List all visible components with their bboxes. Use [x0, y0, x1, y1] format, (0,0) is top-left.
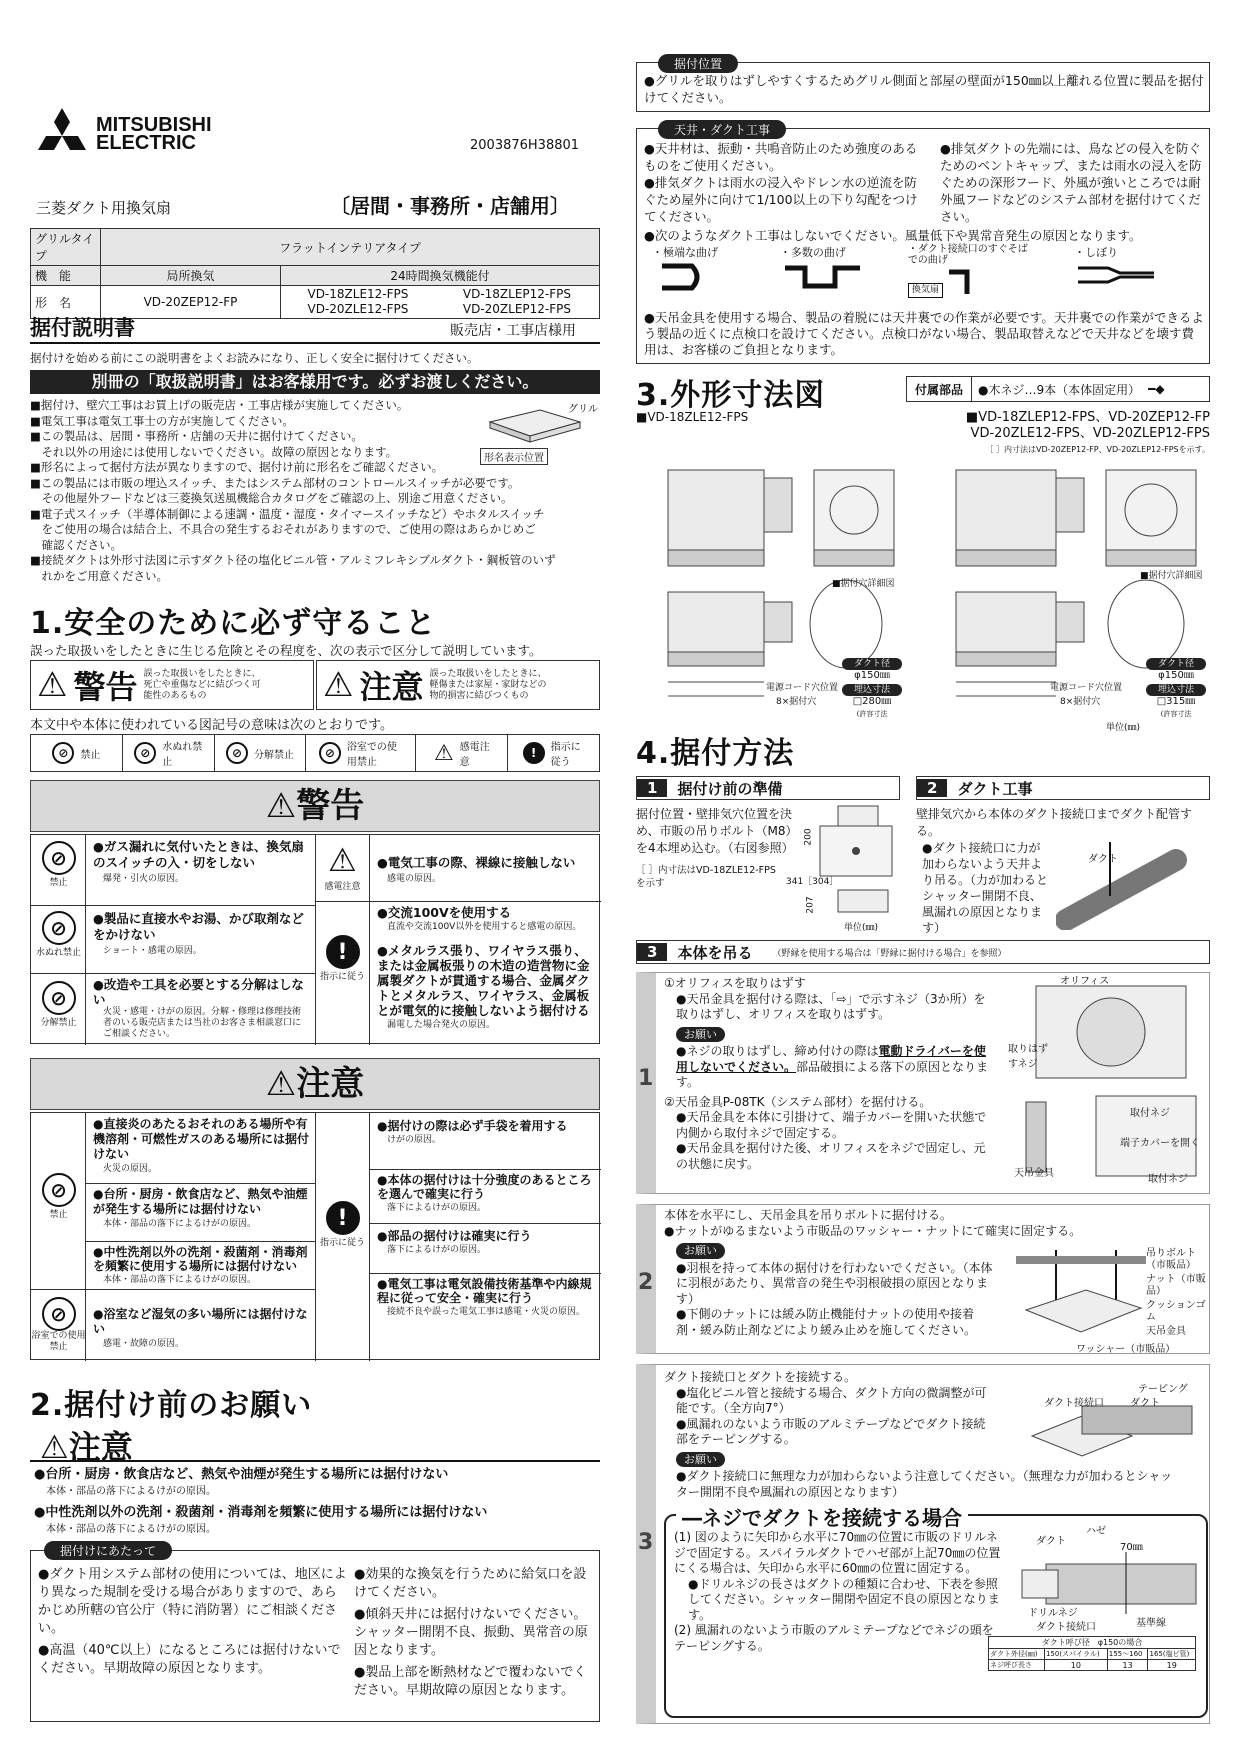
note: ■接続ダクトは外形寸法図に示すダクト径の塩化ビニル管・アルミフレキシブルダクト・鋼板管のいず	[30, 553, 556, 567]
note: ■この製品には市販の埋込スイッチ、またはシステム部材のコントロールスイッチが必要です。	[30, 475, 520, 490]
screw-table-cell: 165(塩ビ管)	[1148, 1649, 1196, 1660]
symbol-legend	[30, 734, 600, 772]
prohibit-icon: ⊘	[42, 1173, 76, 1207]
symbol-note: 本文中や本体に使われている図記号の意味は次のとおりです。	[30, 718, 393, 733]
step3-header	[636, 940, 1210, 964]
section-4-title: 4.据付方法	[636, 736, 795, 771]
duct-label: ダクト	[1088, 854, 1118, 865]
step3-title: 本体を吊る	[677, 943, 753, 962]
caution-sub: けがの原因。	[387, 1135, 442, 1145]
caution-text: ●電気工事は電気設備技術基準や内線規程に従って安全・確実に行う	[377, 1277, 592, 1305]
duct-dia-label: ダクト径	[842, 658, 902, 670]
section-1-title: 1.安全のために必ず守ること	[30, 606, 437, 641]
warning-text: ●ガス漏れに気付いたときは、換気扇のスイッチの入・切をしない	[93, 839, 304, 870]
s1-b-text: ●天吊金具を本体に引掛けて、端子カバーを開いた状態で内側から取付ネジで固定する。	[676, 1110, 987, 1140]
screw-table-cell: 155〜160	[1107, 1649, 1148, 1660]
diagram-label: ドリルネジ	[1028, 1608, 1078, 1619]
onegai-badge: お願い	[676, 1452, 725, 1468]
duct-dia-label: ダクト径	[1146, 658, 1206, 670]
follow-instruction-icon: !	[326, 935, 360, 969]
step1-text: 据付位置・壁排気穴位置を決め、市販の吊りボルト（M8）を4本埋め込む。（右図参照）	[636, 807, 798, 855]
warning-legend	[30, 660, 314, 710]
multiple-bend-icon	[780, 260, 870, 294]
diagram-label: 70㎜	[1120, 1542, 1143, 1553]
screw-title: ―ネジでダクトを接続する場合	[676, 1502, 968, 1531]
caution-sub: 感電・故障の原因。	[103, 1339, 185, 1349]
s3-b: ●風漏れのないよう市販のアルミテープなどでダクト接続部をテーピングする。	[676, 1416, 986, 1446]
caution-text: ●直接炎のあたるおそれのある場所や有機溶剤・可燃性ガスのある場所には据付けない	[93, 1117, 310, 1161]
caution-desc: 誤った取扱いをしたときに、軽傷または家屋・家財などの物的損害に結びつくもの	[429, 668, 547, 701]
diagram-label: オリフィス	[1060, 976, 1110, 987]
caution-sub: 落下によるけがの原因。	[387, 1203, 487, 1213]
orifice-drawing	[1006, 976, 1206, 1190]
no-bathroom-icon: ⊘	[42, 1297, 76, 1331]
s2-note: ●羽根を持って本体の据付けを行わないでください。（本体に羽根があたり、異常音の発生や羽根破損の原因となります）	[676, 1260, 993, 1306]
screw-table-cell: ネジ呼び長さ	[989, 1660, 1045, 1671]
s1-warn: ●ネジの取りはずし、締め付けの際は	[676, 1044, 879, 1058]
diagram-label: 天吊金具	[1014, 1168, 1054, 1179]
electric-shock-icon: ⚠	[433, 740, 454, 766]
extreme-bend-icon	[652, 260, 712, 294]
follow-instruction-icon: !	[523, 742, 545, 764]
warning-desc: 誤った取扱いをしたときに、死亡や重傷などに結びつく可能性のあるもの	[143, 668, 261, 701]
note: それ以外の用途には使用しないでください。故障の原因となります。	[30, 444, 398, 459]
symbol-label: 分解禁止	[254, 749, 295, 761]
opening-sub: (許容寸法	[1160, 710, 1192, 718]
duct-dia-value: φ150㎜	[1158, 670, 1194, 681]
icon-label: 指示に従う	[319, 1238, 365, 1248]
no-disassembly-icon: ⊘	[226, 742, 248, 764]
opening-label: 埋込寸法	[842, 684, 902, 696]
caution-text: ●据付けの際は必ず手袋を着用する	[377, 1119, 568, 1133]
diagram-label: 基準線	[1136, 1618, 1166, 1629]
warning-text: ●メタルラス張り、ワイヤラス張り、または金属板張りの木造の造営物に金属製ダクトが貫通する場合、金属ダクトとメタルラス、ワイヤラス、金属板とが電気的に接触しないよう据付ける	[377, 943, 590, 1018]
diagram-label: 端子カバーを開く	[1120, 1138, 1200, 1149]
s2-sub: ●ナットがゆるまないよう市販品のワッシャー・ナットにて確実に固定する。	[664, 1223, 1082, 1238]
caution-sub: 本体・部品の落下によるけがの原因。	[103, 1275, 257, 1285]
caution-icon: ⚠	[323, 665, 354, 705]
no-water-icon: ⊘	[134, 742, 156, 764]
intro-text: 据付けを始める前にこの説明書をよくお読みになり、正しく安全に据付けてください。	[30, 351, 479, 365]
diagram-label: 天吊金具	[1146, 1326, 1186, 1337]
model-right-note: ［ ］内寸法はVD-20ZEP12-FP、VD-20ZLEP12-FPSを示す。	[985, 445, 1210, 454]
warning-sub: ショート・感電の原因。	[103, 946, 202, 956]
diagram-label: 取りはずすネジ	[1008, 1044, 1048, 1070]
step1-note: ［ ］内寸法はVD-18ZLE12-FPSを示す	[636, 865, 776, 889]
screw-step: ●ドリルネジの長さはダクトの種類に合わせ、下表を参照してください。シャッター開閉や固定不良の原因となります。	[688, 1576, 1000, 1622]
warning-sub: 直流や交流100V以外を使用すると感電の原因。	[387, 922, 582, 932]
spec-label: 形 名	[31, 286, 101, 319]
screw-icon: ━◆	[1148, 382, 1165, 396]
no-water-icon: ⊘	[42, 911, 76, 945]
step3-number: 3	[637, 943, 667, 961]
model-name: VD-18ZLE12-FPS	[307, 287, 409, 301]
banner: 別冊の「取扱説明書」はお客様用です。必ずお渡しください。	[30, 370, 600, 394]
accessory-label: 付属部品	[907, 377, 972, 401]
electric-shock-icon: ⚠	[328, 841, 357, 879]
mitsubishi-logo	[34, 108, 90, 158]
note: ■形名によって据付方法が異なりますので、据付け前に形名をご確認ください。	[30, 460, 444, 474]
opening-sub: (許容寸法	[856, 710, 888, 718]
step1-drawing	[805, 804, 898, 924]
duct-example: ・極端な曲げ	[652, 246, 718, 259]
sec2-note: ●高温（40℃以上）になるところには据付けないでください。早期故障の原因となります。	[38, 1643, 341, 1676]
power-hole-label: 電源コード穴位置	[1050, 683, 1123, 693]
dim: 341［304］	[786, 877, 839, 887]
caution-text: ●本体の据付けは十分強度のあるところを選んで確実に行う	[377, 1173, 592, 1201]
diagram-label: ナット（市販品）	[1146, 1274, 1206, 1297]
usage-title: 〔居間・事務所・店舗用〕	[330, 194, 570, 218]
symbol-label: 感電注意	[459, 742, 490, 768]
section-1-desc: 誤った取扱いをしたときに生じる危険とその程度を、次の表示で区分して説明しています。	[30, 643, 542, 658]
s1-a-text: ●天吊金具を据付ける際は、「⇨」で示すネジ（3か所）を取りはずし、オリフィスを取りはずす。	[676, 991, 986, 1021]
ceiling-note: ●天吊金具を使用する場合、製品の着脱には天井裏での作業が必要です。天井裏での作業ができるよう製品の近くに点検口を設けてください。点検口がない場合、製品取替えなどで天井などを壊す費用は、お客様のご負担となります。	[644, 310, 1204, 357]
note: をご使用の場合は結合上、不具合の発生するおそれがありますので、ご使用の際はあらかじめご	[30, 522, 536, 536]
note: その他屋外フードなどは三菱換気送風機総合カタログをご確認の上、別途ご用意ください。	[30, 491, 513, 505]
note: ■据付け、壁穴工事はお買上げの販売店・工事店様が実施してください。	[30, 398, 409, 412]
duct-no-note: ●次のようなダクト工事はしないでください。風量低下や異常音発生の原因となります。	[644, 228, 1142, 243]
accessory-box	[906, 376, 1210, 402]
duct-header: 天井・ダクト工事	[658, 120, 786, 139]
s1-warn2: 部品破損による落下の原因となります。	[676, 1059, 989, 1089]
model-label-position: 形名表示位置	[480, 448, 548, 465]
symbol-label: 指示に従う	[550, 742, 581, 768]
duct-example: ・しぼり	[1074, 246, 1119, 259]
diagram-label: 取付ネジ	[1130, 1108, 1170, 1119]
warning-table	[30, 834, 600, 1044]
s2-note: ●下側のナットには緩み防止機能付ナットの使用や接着剤・緩み防止剤などにより緩み止めを施してください。	[676, 1307, 977, 1337]
warning-sub: 漏電した場合発火の原因。	[387, 1020, 496, 1030]
warning-text: ●改造や工具を必要とする分解はしない	[93, 977, 304, 1007]
screw-table	[988, 1636, 1196, 1671]
warning-text: ●電気工事の際、裸線に接触しない	[377, 855, 576, 870]
grill-label: グリル	[568, 404, 598, 415]
s1-a: ①オリフィスを取りはずす	[664, 976, 806, 990]
note: 確認ください。	[30, 537, 122, 552]
screw-table-cell: ダクト外径(㎜)	[989, 1649, 1045, 1660]
screw-step: (2) 風漏れのないよう市販のアルミテープなどでネジの頭をテーピングする。	[674, 1623, 994, 1653]
screw-table-cell: 10	[1044, 1660, 1107, 1671]
caution-icon: ⚠	[40, 1428, 69, 1466]
model-right: ■VD-18ZLEP12-FPS、VD-20ZEP12-FP	[965, 410, 1210, 425]
diagram-label: 取付ネジ	[1148, 1174, 1188, 1185]
dim: 207	[805, 896, 816, 914]
sec2-note: ●ダクト用システム部材の使用については、地区により異なった規制を受ける場合がありますので、あらかじめ所轄の官公庁（特に消防署）にご相談ください。	[38, 1567, 347, 1636]
caution-sub: 落下によるけがの原因。	[387, 1245, 487, 1255]
spec-value: 局所換気	[101, 266, 281, 286]
model-left: ■VD-18ZLE12-FPS	[636, 410, 749, 424]
opening-value: □315㎜	[1156, 696, 1196, 707]
fan-box: 換気扇	[908, 283, 943, 298]
diagram-label: テーピング	[1138, 1384, 1188, 1395]
caution-header-text: 注意	[296, 1064, 365, 1104]
brand-name: MITSUBISHI	[96, 114, 212, 136]
step2-text: 壁排気穴から本体のダクト接続口までダクト配管する。	[916, 807, 1193, 838]
sec2-item: ●台所・厨房・飲食店など、熱気や油煙が発生する場所には据付けない	[34, 1467, 449, 1482]
detail-label: ■据付穴詳細図	[832, 579, 895, 589]
unit-label: 単位(㎜)	[844, 923, 879, 933]
diagram-label: ダクト接続口	[1036, 1622, 1096, 1633]
detail-label: ■据付穴詳細図	[1140, 571, 1203, 581]
icon-label: 感電注意	[324, 882, 361, 892]
screw-table-title: ダクト呼び径 φ150の場合	[989, 1637, 1196, 1649]
diagram-label: ダクト接続口	[1044, 1398, 1104, 1409]
warning-word: 警告	[73, 668, 138, 706]
sec2-item-sub: 本体・部品の落下によるけがの原因。	[46, 1524, 216, 1535]
model-name: VD-20ZLEP12-FPS	[462, 302, 572, 316]
warning-sub: 爆発・引火の原因。	[103, 874, 185, 884]
warning-sub: 感電の原因。	[387, 874, 442, 884]
screw-step: (1) 図のように矢印から水平に70㎜の位置に市販のドリルネジで固定する。スパイラルダクトでハゼ部が上記70㎜の位置にくる場合は、矢印から水平に60㎜の位置に固定する。	[674, 1530, 1001, 1575]
screw-title-text: ネジでダクトを接続する場合	[702, 1506, 962, 1530]
warning-text: ●交流100Vを使用する	[377, 905, 512, 920]
icon-label: 水ぬれ禁止	[35, 948, 81, 958]
caution-legend	[316, 660, 600, 710]
onegai-badge: お願い	[676, 1027, 725, 1043]
s1-warn-bold: 電動ドライバーを使用しないでください。	[676, 1044, 986, 1074]
diagram-label: クッションゴム	[1146, 1300, 1206, 1323]
follow-instruction-icon: !	[326, 1201, 360, 1235]
near-bend-icon	[947, 268, 987, 298]
caution-sub: 接続不良や誤った電気工事は感電・火災の原因。	[387, 1307, 586, 1317]
doc-code: 2003876H38801	[470, 138, 580, 153]
model-name: VD-20ZLE12-FPS	[307, 302, 409, 316]
mount-hole-label: 8×据付穴	[1060, 697, 1101, 707]
duct-note: ●排気ダクトは雨水の浸入やドレン水の逆流を防ぐため屋外に向けて1/100以上の下り勾配をつけてください。	[644, 175, 918, 224]
prohibit-icon: ⊘	[52, 742, 74, 764]
position-text: ●グリルを取りはずしやすくするためグリル側面と部屋の壁面が150㎜以上離れる位置に製品を据付けてください。	[644, 73, 1204, 105]
s3-text: ダクト接続口とダクトを接続する。	[664, 1370, 857, 1384]
step1-header	[636, 776, 900, 800]
caution-sub: 本体・部品の落下によるけがの原因。	[103, 1219, 257, 1229]
spec-table	[30, 228, 600, 319]
screw-table-cell: 13	[1107, 1660, 1148, 1671]
position-header: 据付位置	[658, 54, 738, 73]
step2-number: 2	[917, 779, 947, 797]
prohibit-icon: ⊘	[42, 841, 76, 875]
step-number: 1	[638, 1066, 654, 1091]
sec2-note: ●効果的な換気を行うために給気口を設けてください。	[354, 1567, 587, 1600]
power-hole-label: 電源コード穴位置	[766, 683, 839, 693]
duct-example: ・多数の曲げ	[779, 246, 846, 259]
step2-header	[916, 776, 1210, 800]
product-type: 三菱ダクト用換気扇	[36, 199, 172, 217]
spec-value: フラットインテリアタイプ	[101, 229, 600, 266]
warning-header-text: 警告	[296, 786, 365, 826]
s3-note: ●ダクト接続口に無理な力が加わらないよう注意してください。（無理な力が加わるとシャッター開閉不良や風漏れの原因となります）	[676, 1469, 1173, 1499]
model-name: VD-18ZLEP12-FPS	[462, 287, 572, 301]
icon-label: 禁止	[49, 878, 68, 888]
icon-label: 禁止	[49, 1210, 68, 1220]
s3-a: ●塩化ビニル管と接続する場合、ダクト方向の微調整が可能です。（全方向7°）	[676, 1385, 987, 1415]
caution-word: 注意	[359, 668, 424, 706]
model-name: VD-20ZEP12-FP	[101, 286, 281, 319]
sec2-note: ●傾斜天井には据付けないでください。シャッター開閉不良、振動、異常音の原因となります。	[354, 1607, 588, 1658]
opening-value: □280㎜	[852, 696, 892, 707]
caution-header-icon: ⚠	[265, 1064, 297, 1104]
note: ■電気工事は電気工事士の方が実施してください。	[30, 413, 294, 428]
icon-label: 分解禁止	[40, 1018, 77, 1028]
symbol-label: 禁止	[80, 749, 101, 761]
constriction-icon	[1074, 260, 1164, 290]
caution-sub: 火災の原因。	[103, 1164, 158, 1174]
step1-number: 1	[637, 779, 667, 797]
warning-text: ●製品に直接水やお湯、かび取剤などをかけない	[93, 911, 304, 942]
onegai-badge: お願い	[676, 1243, 725, 1259]
s1-b: ②天吊金具P-08TK（システム部材）を据付ける。	[664, 1094, 932, 1109]
duct-note: ●排気ダクトの先端には、鳥などの侵入を防ぐためのベントキャップ、または雨水の浸入を防ぐための深形フード、外風が強いところでは耐外風フードなどのシステム部材を据付けてください。	[940, 141, 1202, 224]
diagram-label: ダクト	[1036, 1536, 1066, 1547]
diagram-label: ハゼ	[1086, 1526, 1106, 1537]
step2-title: ダクト工事	[957, 779, 1033, 798]
screw-table-cell: 19	[1148, 1660, 1196, 1671]
step-number: 3	[638, 1530, 654, 1555]
note: れかをご用意ください。	[30, 568, 168, 583]
unit-label: 単位(㎜)	[1106, 723, 1141, 733]
mount-hole-label: 8×据付穴	[776, 697, 817, 707]
warning-icon: ⚠	[37, 665, 68, 705]
hanging-drawing	[1016, 1250, 1146, 1350]
dim: 200	[803, 828, 814, 846]
diagram-label: ダクト	[1130, 1398, 1160, 1409]
section-3-title: 3.外形寸法図	[636, 378, 826, 413]
step2-note: ●ダクト接続口に力が加わらないよう天井より吊る。（力が加わるとシャッター開閉不良、風漏れの原因となります）	[922, 841, 1049, 935]
symbol-label: 浴室での使用禁止	[346, 742, 397, 768]
s2-text: 本体を水平にし、天吊金具を吊りボルトに据付ける。	[664, 1208, 953, 1222]
no-bathroom-icon: ⊘	[319, 742, 341, 764]
screw-table-cell: 150(スパイラル)	[1044, 1649, 1107, 1660]
step3-note: （野縁を使用する場合は「野縁に据付ける場合」を参照）	[772, 948, 1007, 959]
sec2-note: ●製品上部を断熱材などで覆わないでください。早期故障の原因となります。	[354, 1665, 587, 1698]
icon-label: 指示に従う	[319, 972, 365, 982]
manual-title: 据付説明書	[30, 316, 135, 340]
warning-header	[30, 780, 600, 832]
step2-drawing	[1056, 840, 1206, 930]
warning-header-icon: ⚠	[265, 786, 297, 826]
spec-label: グリルタイプ	[31, 229, 101, 266]
duct-example: ・ダクト接続口のすぐそばでの曲げ	[907, 244, 1028, 266]
note: ■この製品は、居間・事務所・店舗の天井に据付けてください。	[30, 429, 363, 443]
caution-text: ●中性洗剤以外の洗剤・殺菌剤・消毒剤を頻繁に使用する場所には据付けない	[93, 1245, 308, 1273]
spec-value: 24時間換気機能付	[281, 266, 600, 286]
caution-text: ●浴室など湿気の多い場所には据付けない	[93, 1307, 308, 1336]
audience: 販売店・工事店様用	[450, 323, 576, 339]
caution-text: ●台所・厨房・飲食店など、熱気や油煙が発生する場所には据付けない	[93, 1187, 308, 1216]
no-disassembly-icon: ⊘	[42, 981, 76, 1015]
diagram-label: ワッシャー（市販品）	[1076, 1344, 1176, 1355]
section-2-title: 2.据付け前のお願い	[30, 1388, 313, 1423]
symbol-label: 水ぬれ禁止	[162, 742, 203, 768]
sec2-subheader: 据付けにあたって	[44, 1541, 172, 1560]
caution-header	[30, 1058, 600, 1110]
model-right: VD-20ZLE12-FPS、VD-20ZLEP12-FPS	[970, 426, 1210, 441]
duct-dia-value: φ150㎜	[854, 670, 890, 681]
caution-text: ●部品の据付けは確実に行う	[377, 1229, 532, 1243]
sec2-item-sub: 本体・部品の落下によるけがの原因。	[46, 1486, 216, 1497]
step1-title: 据付け前の準備	[677, 779, 783, 798]
brand-name-2: ELECTRIC	[96, 132, 196, 154]
sec2-item: ●中性洗剤以外の洗剤・殺菌剤・消毒剤を頻繁に使用する場所には据付けない	[34, 1505, 488, 1520]
caution-table	[30, 1112, 600, 1360]
icon-label: 浴室での使用禁止	[31, 1331, 86, 1352]
spec-label: 機 能	[31, 266, 101, 286]
warning-sub: 火災・感電・けがの原因。分解・修理は修理技術者のいる販売店または当社のお客さま相談窓口にご相談ください。	[103, 1007, 302, 1039]
duct-note: ●天井材は、振動・共鳴音防止のため強度のあるものをご使用ください。	[644, 141, 918, 173]
sec2-caution-word: 注意	[68, 1428, 133, 1466]
step-number: 2	[638, 1270, 654, 1295]
diagram-label: 吊りボルト（市販品）	[1146, 1248, 1196, 1271]
accessory-value: ●木ネジ…9本（本体固定用）	[978, 382, 1141, 397]
s1-b-text: ●天吊金具を据付けた後、オリフィスをネジで固定し、元の状態に戻す。	[676, 1141, 986, 1171]
opening-label: 埋込寸法	[1146, 684, 1206, 696]
note: ■電子式スイッチ（半導体制御による速調・温度・湿度・タイマースイッチなど）やホタルスイッチ	[30, 506, 545, 521]
